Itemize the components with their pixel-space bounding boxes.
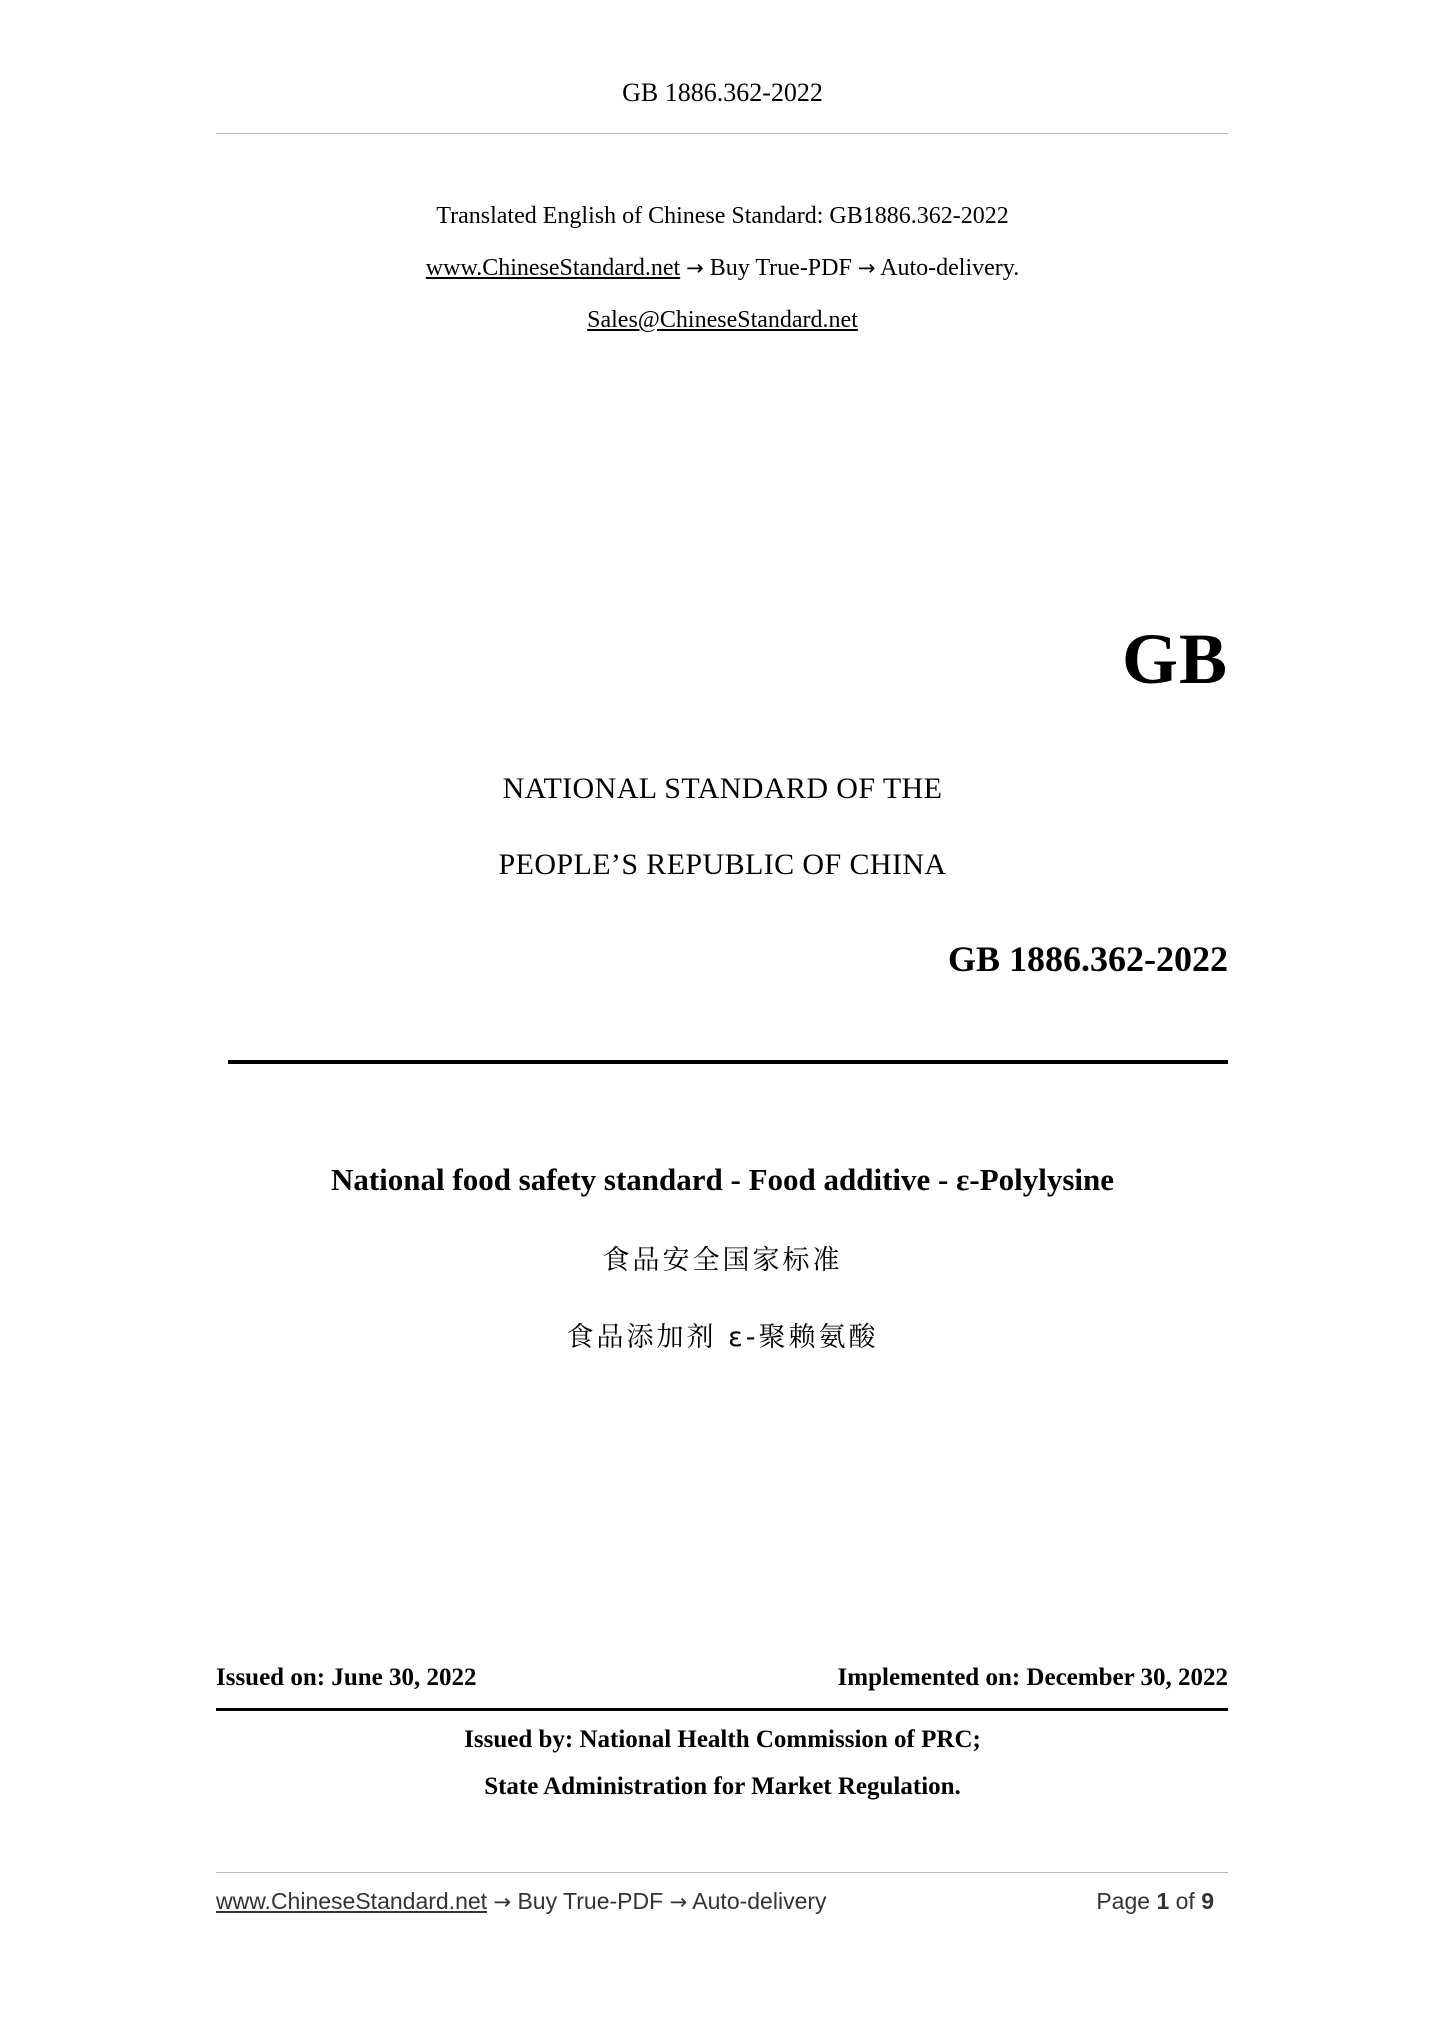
of-label: of: [1175, 1888, 1195, 1914]
header-divider: [216, 133, 1228, 134]
page-header-code: GB 1886.362-2022: [622, 78, 823, 107]
standard-number: GB 1886.362-2022: [947, 939, 1228, 979]
chinesestandard-link[interactable]: www.ChineseStandard.net: [425, 255, 681, 281]
title-divider: [228, 1060, 1228, 1064]
issued-by-block: [0, 1716, 1445, 1810]
national-standard-line-2: PEOPLE’S REPUBLIC OF CHINA: [498, 848, 947, 881]
page-total: 9: [1201, 1888, 1214, 1914]
page-label: Page: [1096, 1888, 1151, 1914]
arrow-icon: →: [686, 256, 704, 280]
footer-delivery-label: Auto-delivery: [692, 1888, 827, 1914]
page-footer: [216, 1888, 1228, 1915]
footer-buy-label: Buy True-PDF: [517, 1888, 664, 1914]
footer-arrow-icon-2: →: [669, 1890, 688, 1914]
page-number: 1: [1156, 1888, 1170, 1914]
promo-delivery-label: Auto-delivery.: [880, 255, 1020, 281]
promo-purchase-line: [0, 242, 1445, 294]
footer-site-link[interactable]: www.ChineseStandard.net: [216, 1888, 488, 1914]
promo-translated-line: Translated English of Chinese Standard: GB1886.362-2022: [436, 203, 1009, 229]
footer-divider: [216, 1872, 1228, 1873]
promo-email-line: [0, 294, 1445, 346]
issued-by-line-2: State Administration for Market Regulation.: [484, 1773, 961, 1800]
implemented-on-text: Implemented on: December 30, 2022: [837, 1664, 1228, 1691]
page-indicator: [1096, 1888, 1228, 1915]
sales-email-link[interactable]: Sales@ChineseStandard.net: [587, 307, 858, 333]
promo-block: [0, 190, 1445, 346]
title-chinese-line-1: 食品安全国家标准: [602, 1245, 843, 1276]
gb-logo-text: GB: [1121, 619, 1228, 699]
dates-divider: [216, 1708, 1228, 1711]
arrow-icon-2: →: [857, 256, 876, 280]
footer-arrow-icon: →: [493, 1890, 512, 1914]
national-standard-line-1: NATIONAL STANDARD OF THE: [502, 772, 943, 805]
dates-row: [216, 1664, 1228, 1692]
page-title: National food safety standard - Food additive - ε-Polylysine: [330, 1162, 1115, 1197]
promo-buy-label: Buy True-PDF: [709, 255, 852, 281]
title-chinese-line-2: 食品添加剂 ε-聚赖氨酸: [566, 1322, 879, 1353]
footer-promo: [216, 1888, 1096, 1915]
issued-on-text: Issued on: June 30, 2022: [216, 1664, 477, 1691]
issued-by-line-1: Issued by: National Health Commission of PRC;: [464, 1726, 981, 1753]
